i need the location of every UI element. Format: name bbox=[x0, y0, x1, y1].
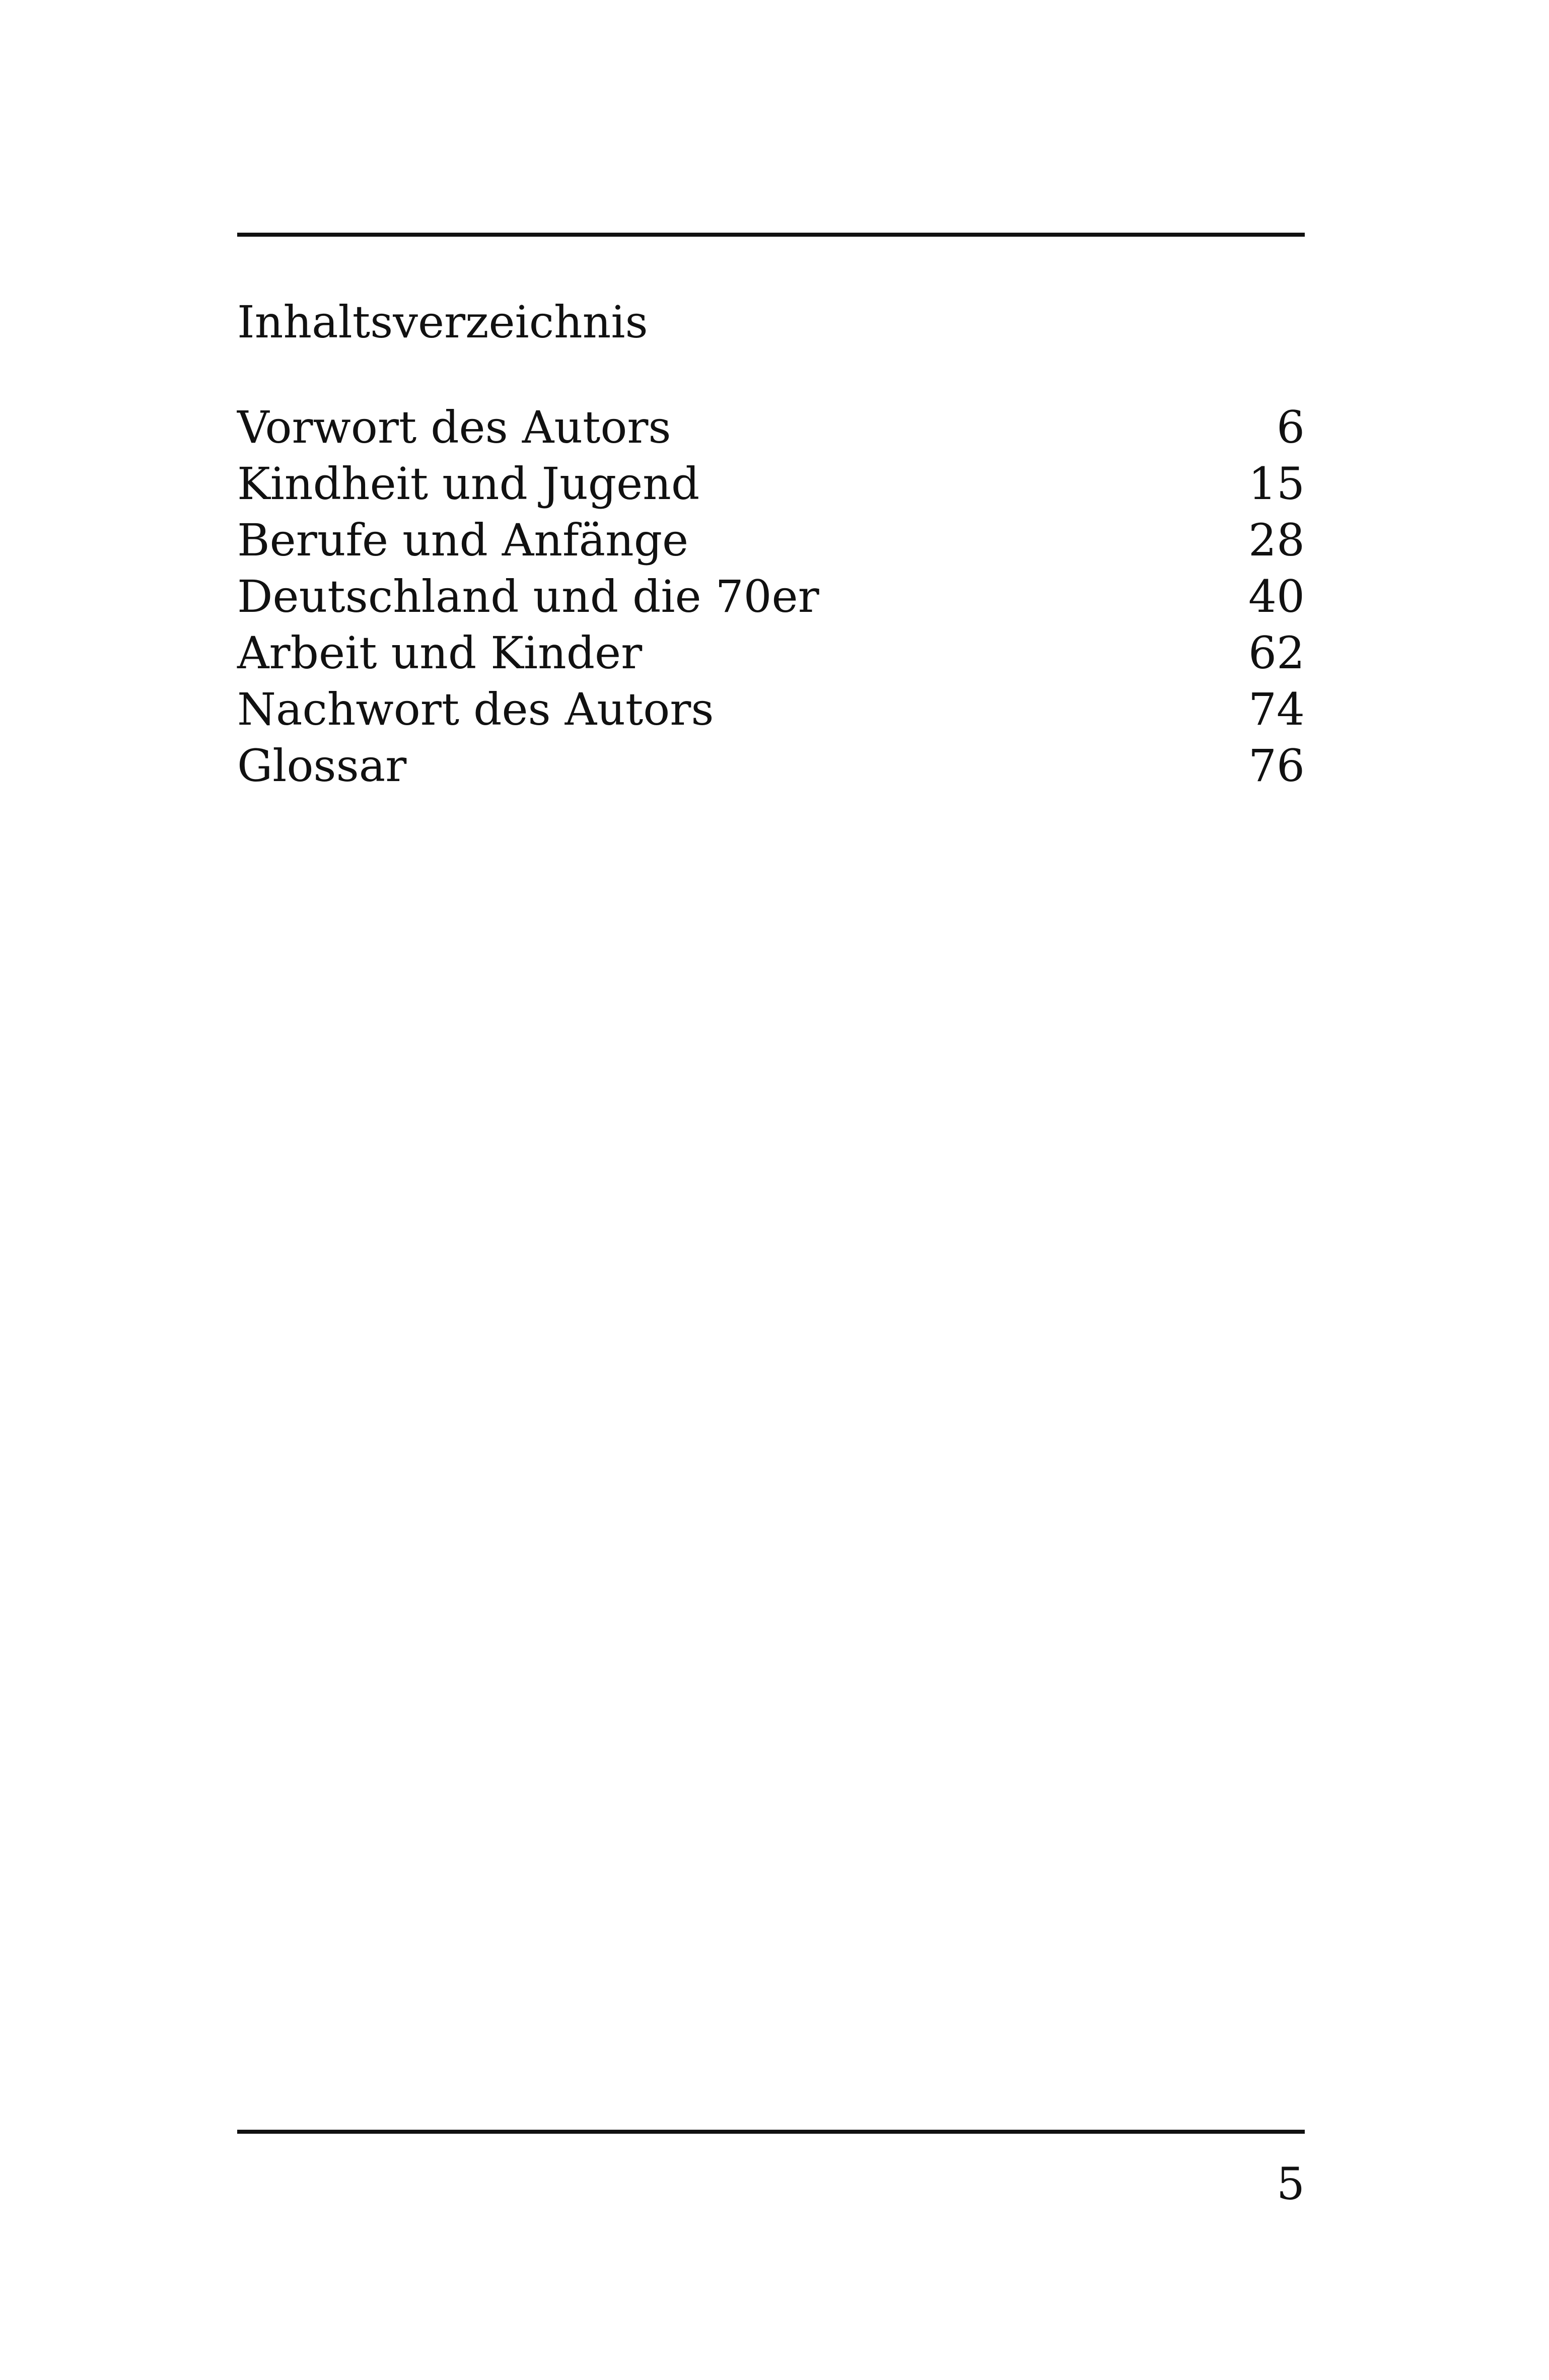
toc-entry-label: Berufe und Anfänge bbox=[237, 514, 689, 566]
toc-entry[interactable] bbox=[237, 569, 1305, 625]
toc-entry-page: 62 bbox=[1248, 627, 1305, 679]
toc-entry-page: 15 bbox=[1248, 458, 1305, 510]
toc-entry-label: Glossar bbox=[237, 740, 407, 792]
top-rule bbox=[237, 233, 1305, 237]
toc-entry[interactable] bbox=[237, 738, 1305, 794]
toc-entry-page: 74 bbox=[1248, 683, 1305, 735]
toc-entry-label: Deutschland und die 70er bbox=[237, 571, 819, 622]
toc-title: Inhaltsverzeichnis bbox=[237, 296, 648, 348]
toc-entry-label: Nachwort des Autors bbox=[237, 683, 714, 735]
toc-entry-label: Arbeit und Kinder bbox=[237, 627, 643, 679]
toc-entry-label: Vorwort des Autors bbox=[237, 401, 671, 453]
toc-entry-page: 6 bbox=[1277, 401, 1305, 453]
page-number: 5 bbox=[1277, 2158, 1305, 2210]
toc-entry-label: Kindheit und Jugend bbox=[237, 458, 700, 510]
toc-entry[interactable] bbox=[237, 399, 1305, 456]
bottom-rule bbox=[237, 2130, 1305, 2134]
toc-list bbox=[237, 399, 1305, 794]
toc-entry[interactable] bbox=[237, 681, 1305, 738]
toc-entry[interactable] bbox=[237, 512, 1305, 569]
toc-entry-page: 76 bbox=[1248, 740, 1305, 792]
toc-entry-page: 40 bbox=[1248, 571, 1305, 622]
toc-entry[interactable] bbox=[237, 625, 1305, 681]
toc-entry-page: 28 bbox=[1248, 514, 1305, 566]
toc-entry[interactable] bbox=[237, 456, 1305, 512]
